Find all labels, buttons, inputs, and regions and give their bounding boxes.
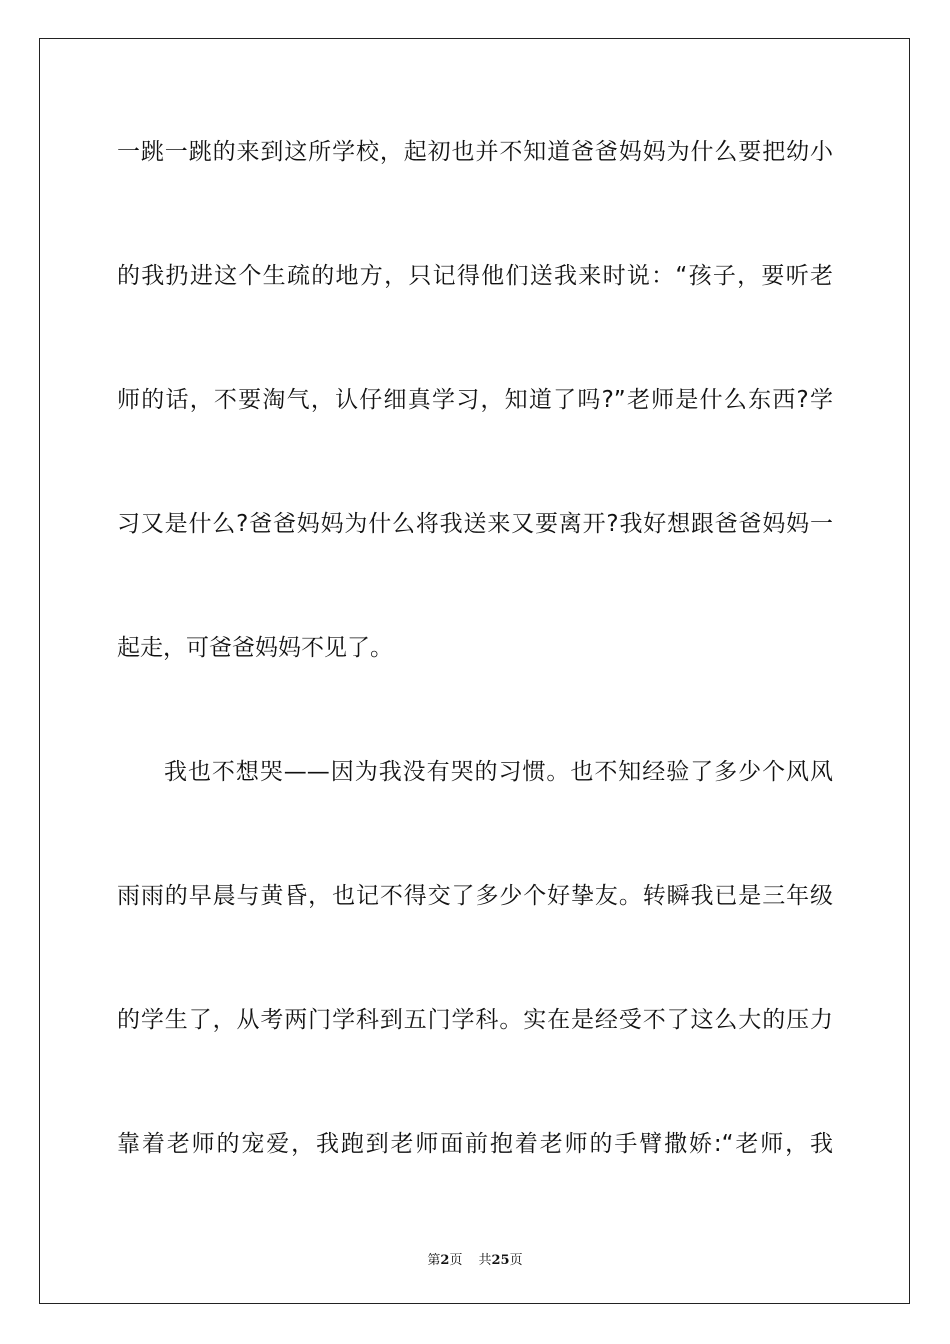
text-line-4: 习又是什么?爸爸妈妈为什么将我送来又要离开?我好想跟爸爸妈妈一 [117,511,833,537]
text-line-7: 雨雨的早晨与黄昏，也记不得交了多少个好挚友。转瞬我已是三年级 [117,883,833,909]
text-line-2: 的我扔进这个生疏的地方，只记得他们送我来时说：“孩子，要听老 [117,263,833,289]
total-pages: 25 [491,1253,510,1268]
page-number: 2 [440,1253,450,1268]
total-prefix: 共 [478,1253,492,1268]
text-line-1: 一跳一跳的来到这所学校，起初也并不知道爸爸妈妈为什么要把幼小 [117,139,833,165]
text-line-3: 师的话，不要淘气，认仔细真学习，知道了吗?”老师是什么东西?学 [117,387,833,413]
text-line-9: 靠着老师的宠爱，我跑到老师面前抱着老师的手臂撒娇:“老师，我 [117,1131,833,1157]
text-line-5: 起走，可爸爸妈妈不见了。 [117,635,393,661]
total-suffix: 页 [509,1253,523,1268]
text-line-8: 的学生了，从考两门学科到五门学科。实在是经受不了这么大的压力 [117,1007,833,1033]
page-footer [0,1249,950,1268]
text-line-6: 我也不想哭——因为我没有哭的习惯。也不知经验了多少个风风 [164,759,833,785]
page-prefix: 第 [427,1253,441,1268]
page-border [39,38,910,1304]
page-suffix: 页 [449,1253,463,1268]
